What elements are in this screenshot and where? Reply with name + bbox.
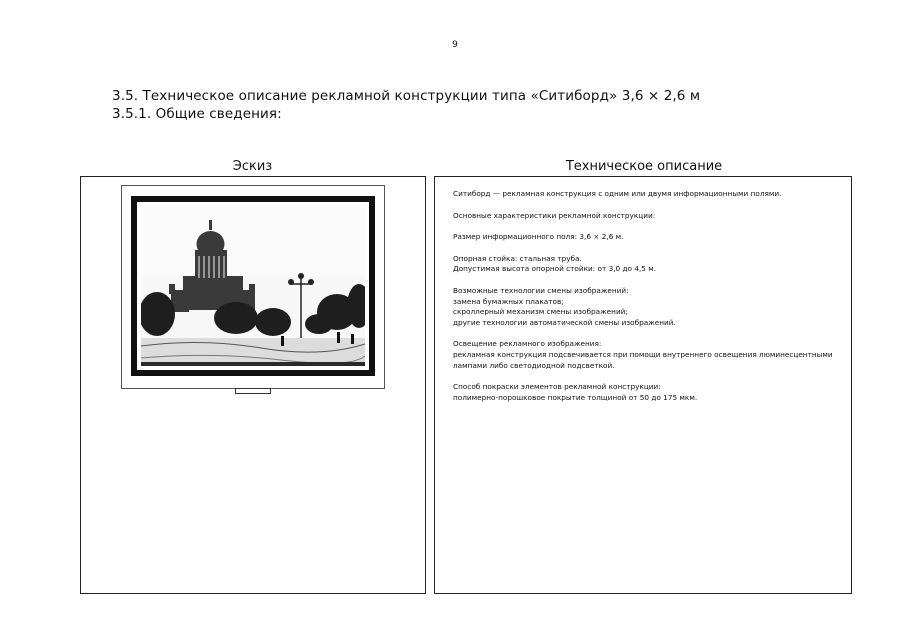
desc-line: Ситиборд — рекламная конструкция с одним или двумя информационными полями. <box>453 189 782 198</box>
desc-line: другие технологии автоматической смены изображений. <box>453 317 676 327</box>
cityboard-sign-illustration <box>121 185 385 389</box>
cathedral-photo-drawing <box>141 206 365 366</box>
desc-line: Возможные технологии смены изображений: <box>453 285 629 295</box>
desc-paragraph <box>453 189 843 200</box>
desc-line: лампами либо светодиодной подсветкой. <box>453 360 615 370</box>
desc-line: полимерно-порошковое покрытие толщиной от 50 до 175 мкм. <box>453 392 698 402</box>
page-number: 9 <box>452 40 458 50</box>
description-title: Техническое описание <box>565 159 723 174</box>
desc-paragraph <box>453 254 843 275</box>
sketch-title: Эскиз <box>232 159 273 174</box>
desc-paragraph <box>453 286 843 328</box>
sketch-panel <box>80 176 426 594</box>
desc-paragraph <box>453 232 843 243</box>
desc-line: замена бумажных плакатов; <box>453 296 564 306</box>
cathedral-photo <box>141 206 365 366</box>
description-panel <box>434 176 852 594</box>
desc-line: Способ покраски элементов рекламной конструкции: <box>453 382 661 392</box>
desc-paragraph <box>453 211 843 222</box>
sign-base <box>235 388 271 394</box>
desc-line: Опорная стойка: стальная труба. <box>453 253 582 263</box>
desc-line: Допустимая высота опорной стойки: от 3,0 до 4,5 м. <box>453 264 657 274</box>
subsection-heading: 3.5.1. Общие сведения: <box>112 106 282 122</box>
desc-line: рекламная конструкция подсвечивается при помощи внутреннего освещения люминесцентными <box>453 349 833 359</box>
desc-line: скроллерный механизм смены изображений; <box>453 307 628 317</box>
desc-line: Освещение рекламного изображения: <box>453 339 602 349</box>
desc-paragraph <box>453 382 843 403</box>
desc-line: Размер информационного поля: 3,6 × 2,6 м. <box>453 232 624 242</box>
sign-frame <box>131 196 375 376</box>
desc-line: Основные характеристики рекламной конструкции: <box>453 210 656 220</box>
description-text <box>453 189 843 414</box>
section-heading: 3.5. Техническое описание рекламной конструкции типа «Ситиборд» 3,6 × 2,6 м <box>112 88 701 104</box>
desc-paragraph <box>453 339 843 371</box>
